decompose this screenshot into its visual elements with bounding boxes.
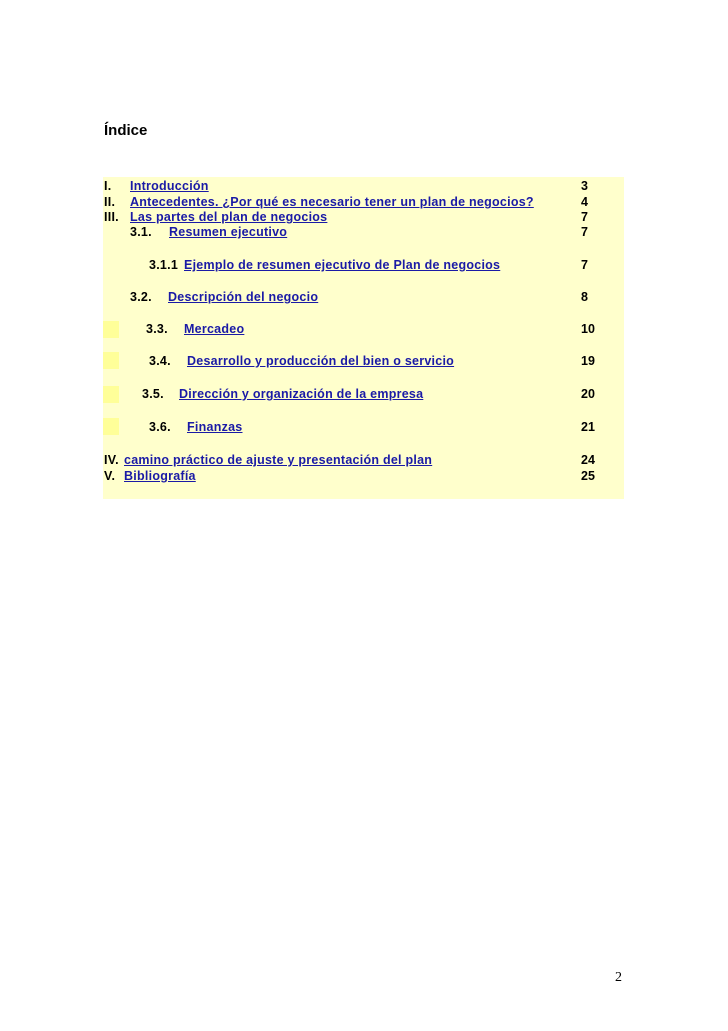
toc-title: Índice	[104, 122, 148, 139]
toc-entry-prefix: IV.	[104, 453, 119, 467]
toc-entry-link[interactable]: Dirección y organización de la empresa	[179, 387, 424, 401]
toc-entry	[149, 258, 500, 272]
toc-entry-prefix: 3.1.1	[149, 258, 179, 272]
marker	[103, 386, 119, 403]
toc-entry	[104, 210, 327, 224]
toc-entry-page: 3	[581, 179, 588, 193]
toc-entry	[146, 322, 244, 336]
toc-entry-prefix: 3.5.	[142, 387, 164, 401]
marker	[103, 321, 119, 338]
toc-entry-prefix: II.	[104, 195, 116, 209]
toc-entry	[104, 179, 209, 193]
toc-entry-prefix: 3.3.	[146, 322, 168, 336]
toc-entry-link[interactable]: Ejemplo de resumen ejecutivo de Plan de negocios	[184, 258, 501, 272]
toc-entry	[104, 453, 432, 467]
toc-entry-link[interactable]: Antecedentes. ¿Por qué es necesario tener un plan de negocios?	[130, 195, 534, 209]
toc-entry-link[interactable]: Bibliografía	[124, 469, 196, 483]
toc-entry-link[interactable]: Las partes del plan de negocios	[130, 210, 328, 224]
toc-entry-page: 10	[581, 322, 595, 336]
toc-entry-page: 21	[581, 420, 595, 434]
toc-entry-prefix: I.	[104, 179, 112, 193]
toc-entry-link[interactable]: camino práctico de ajuste y presentación del plan	[124, 453, 433, 467]
toc-entry	[104, 469, 196, 483]
toc-entry-page: 25	[581, 469, 595, 483]
toc-entry-link[interactable]: Descripción del negocio	[168, 290, 319, 304]
toc-entry-prefix: III.	[104, 210, 119, 224]
toc-entry-link[interactable]: Finanzas	[187, 420, 243, 434]
toc-entry-prefix: 3.4.	[149, 354, 171, 368]
marker	[103, 352, 119, 369]
toc-entry-prefix: 3.1.	[130, 225, 152, 239]
toc-entry	[130, 225, 287, 239]
toc-entry-page: 8	[581, 290, 588, 304]
toc-entry-page: 19	[581, 354, 595, 368]
toc-entry-page: 7	[581, 210, 588, 224]
toc-entry-page: 20	[581, 387, 595, 401]
toc-entry-link[interactable]: Resumen ejecutivo	[169, 225, 288, 239]
toc-entry-page: 24	[581, 453, 595, 467]
toc-entry	[149, 354, 454, 368]
page-number: 2	[615, 970, 622, 985]
marker	[103, 418, 119, 435]
toc-entry-link[interactable]: Introducción	[130, 179, 209, 193]
toc-entry	[104, 195, 534, 209]
toc-entry-link[interactable]: Mercadeo	[184, 322, 245, 336]
toc-entry-page: 4	[581, 195, 588, 209]
toc-entry	[130, 290, 318, 304]
toc-entry	[149, 420, 243, 434]
toc-entry-page: 7	[581, 225, 588, 239]
toc-entry-prefix: V.	[104, 469, 116, 483]
toc-entry	[142, 387, 423, 401]
toc-entry-link[interactable]: Desarrollo y producción del bien o servicio	[187, 354, 455, 368]
toc-entry-prefix: 3.6.	[149, 420, 171, 434]
toc-entry-page: 7	[581, 258, 588, 272]
toc-entry-prefix: 3.2.	[130, 290, 152, 304]
